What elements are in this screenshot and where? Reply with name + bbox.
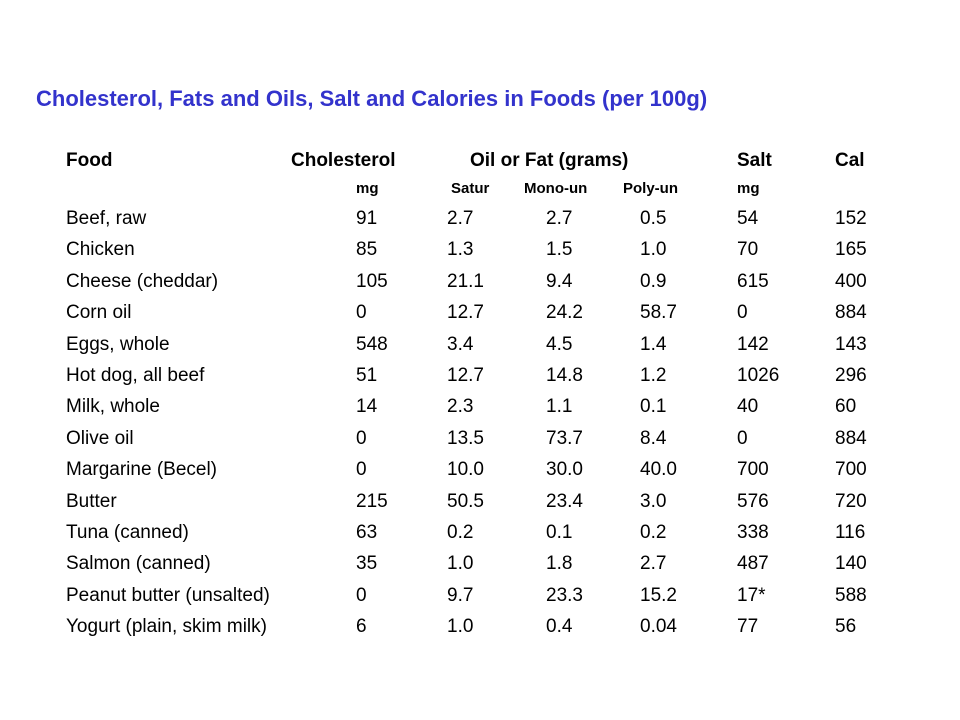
cell-mono: 1.5 [546,239,573,261]
cell-mono: 23.3 [546,584,583,606]
cell-salt: 70 [737,239,759,261]
cell-poly: 58.7 [640,302,677,324]
subheader-cholesterol-unit: mg [356,180,379,197]
table-row [0,330,960,361]
cell-satur: 10.0 [447,459,484,481]
cell-cal: 296 [835,364,867,386]
cell-satur: 1.0 [447,616,474,638]
cell-cholesterol: 548 [356,333,388,355]
cell-cholesterol: 6 [356,616,367,638]
cell-satur: 21.1 [447,270,484,292]
cell-mono: 1.1 [546,396,573,418]
cell-salt: 700 [737,459,769,481]
cell-satur: 3.4 [447,333,474,355]
cell-cholesterol: 85 [356,239,378,261]
header-oil-fat: Oil or Fat (grams) [470,150,629,171]
cell-mono: 14.8 [546,364,583,386]
cell-cholesterol: 105 [356,270,388,292]
table-row [0,581,960,612]
cell-cal: 152 [835,208,867,229]
cell-food: Tuna (canned) [66,521,189,543]
cell-mono: 23.4 [546,490,583,512]
table-row [0,298,960,329]
cell-mono: 9.4 [546,270,573,292]
cell-poly: 0.1 [640,396,667,418]
cell-poly: 15.2 [640,584,677,606]
cell-cal: 56 [835,616,857,638]
cell-cholesterol: 51 [356,364,378,386]
cell-food: Hot dog, all beef [66,364,205,386]
cell-mono: 0.4 [546,616,573,638]
cell-food: Olive oil [66,427,134,449]
header-cholesterol: Cholesterol [291,150,396,171]
cell-food: Eggs, whole [66,333,170,355]
subheader-mono: Mono-un [524,180,588,197]
cell-food: Corn oil [66,302,132,324]
cell-food: Margarine (Becel) [66,459,217,481]
cell-food: Yogurt (plain, skim milk) [66,616,267,638]
cell-food: Butter [66,490,117,512]
cell-satur: 12.7 [447,302,484,324]
cell-poly: 0.2 [640,521,667,543]
cell-salt: 142 [737,333,769,355]
table-row [0,487,960,518]
cell-poly: 0.5 [640,208,667,229]
subheader-poly: Poly-un [623,180,678,197]
cell-salt: 576 [737,490,769,512]
cell-food: Beef, raw [66,208,147,229]
cell-satur: 2.3 [447,396,474,418]
cell-mono: 24.2 [546,302,583,324]
cell-poly: 1.0 [640,239,667,261]
cell-cal: 60 [835,396,857,418]
cell-cholesterol: 0 [356,302,367,324]
cell-salt: 0 [737,302,748,324]
cell-cal: 116 [835,521,866,543]
cell-salt: 615 [737,270,769,292]
table-row [0,518,960,549]
table-row [0,267,960,298]
cell-poly: 0.9 [640,270,667,292]
cell-mono: 4.5 [546,333,573,355]
cell-satur: 12.7 [447,364,484,386]
cell-cholesterol: 0 [356,459,367,481]
cell-poly: 1.4 [640,333,667,355]
cell-satur: 9.7 [447,584,474,606]
cell-salt: 17* [737,584,766,606]
cell-satur: 0.2 [447,521,474,543]
table-row [0,612,960,643]
cell-poly: 8.4 [640,427,667,449]
cell-satur: 1.0 [447,553,474,575]
cell-cal: 140 [835,553,867,575]
cell-food: Chicken [66,239,135,261]
subheader-satur: Satur [451,180,490,197]
cell-mono: 2.7 [546,208,573,229]
cell-cholesterol: 0 [356,427,367,449]
cell-cholesterol: 35 [356,553,378,575]
cell-cal: 588 [835,584,867,606]
cell-cholesterol: 0 [356,584,367,606]
cell-cal: 720 [835,490,867,512]
cell-poly: 40.0 [640,459,677,481]
cell-cholesterol: 14 [356,396,378,418]
subheader-salt-unit: mg [737,180,760,197]
cell-cal: 165 [835,239,867,261]
cell-salt: 0 [737,427,748,449]
cell-cholesterol: 215 [356,490,388,512]
cell-food: Cheese (cheddar) [66,270,219,292]
cell-cal: 884 [835,302,867,324]
cell-salt: 77 [737,616,759,638]
cell-salt: 1026 [737,364,780,386]
cell-cal: 400 [835,270,867,292]
table-row [0,361,960,392]
cell-mono: 73.7 [546,427,583,449]
cell-salt: 338 [737,521,769,543]
table-row [0,549,960,580]
cell-mono: 30.0 [546,459,583,481]
cell-satur: 13.5 [447,427,484,449]
page-title: Cholesterol, Fats and Oils, Salt and Calories in Foods (per 100g) [36,86,708,111]
header-food: Food [66,150,113,171]
cell-cholesterol: 63 [356,521,378,543]
cell-mono: 1.8 [546,553,573,575]
cell-cal: 143 [835,333,867,355]
cell-poly: 3.0 [640,490,667,512]
cell-salt: 40 [737,396,759,418]
table-row [0,204,960,235]
cell-poly: 1.2 [640,364,667,386]
cell-food: Peanut butter (unsalted) [66,584,270,606]
cell-food: Milk, whole [66,396,160,418]
cell-mono: 0.1 [546,521,573,543]
table-row [0,235,960,266]
cell-salt: 487 [737,553,769,575]
cell-poly: 2.7 [640,553,667,575]
cell-cholesterol: 91 [356,208,378,229]
food-table [0,204,960,643]
cell-satur: 2.7 [447,208,474,229]
cell-satur: 1.3 [447,239,474,261]
cell-cal: 700 [835,459,867,481]
table-row [0,392,960,423]
header-salt: Salt [737,150,772,171]
table-row [0,455,960,486]
cell-satur: 50.5 [447,490,484,512]
table-row [0,424,960,455]
cell-poly: 0.04 [640,616,677,638]
cell-food: Salmon (canned) [66,553,211,575]
header-cal: Cal [835,150,865,171]
cell-salt: 54 [737,208,759,229]
cell-cal: 884 [835,427,867,449]
